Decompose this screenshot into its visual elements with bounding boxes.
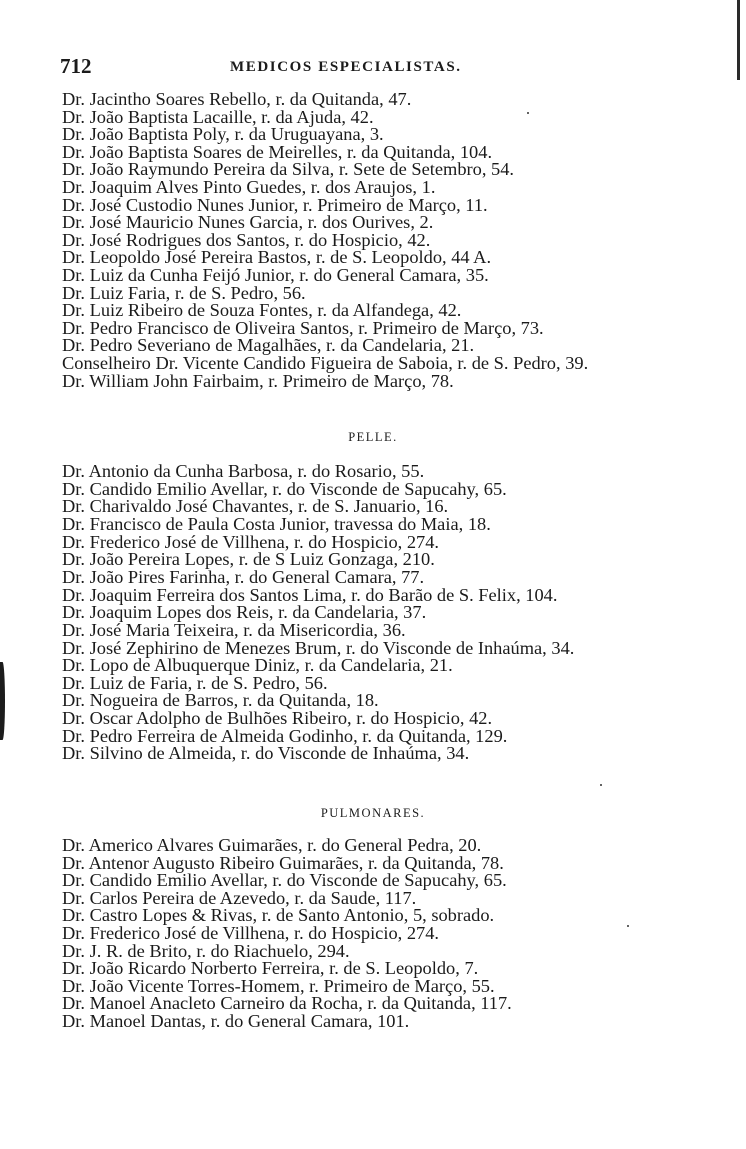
directory-entry: Dr. Pedro Francisco de Oliveira Santos, r. Primeiro de Março, 73. [62,317,544,338]
directory-entry: Dr. Nogueira de Barros, r. da Quitanda, 18. [62,690,379,711]
directory-entry: Dr. Charivaldo José Chavantes, r. de S. Januario, 16. [62,496,449,517]
directory-entry: Dr. Luiz Faria, r. de S. Pedro, 56. [62,282,306,303]
running-title: MEDICOS ESPECIALISTAS. [230,59,462,75]
directory-entry: Dr. Leopoldo José Pereira Bastos, r. de S. Leopoldo, 44 A. [62,247,492,268]
directory-entry: Dr. João Ricardo Norberto Ferreira, r. de S. Leopoldo, 7. [62,958,479,979]
directory-entry: Dr. Joaquim Ferreira dos Santos Lima, r. do Barão de S. Felix, 104. [62,584,558,605]
directory-entry: Dr. Oscar Adolpho de Bulhões Ribeiro, r. do Hospicio, 42. [62,708,493,729]
directory-entry: Dr. João Vicente Torres-Homem, r. Primeiro de Março, 55. [62,975,495,996]
ink-speck [627,925,629,927]
page-number: 712 [60,54,92,78]
directory-entry: Dr. João Pires Farinha, r. do General Camara, 77. [62,566,425,587]
directory-entry: Dr. Silvino de Almeida, r. do Visconde de Inhaúma, 34. [62,743,470,764]
directory-entry: Dr. José Rodrigues dos Santos, r. do Hospicio, 42. [62,229,431,250]
directory-entry: Dr. Pedro Ferreira de Almeida Godinho, r. da Quitanda, 129. [62,725,508,746]
ink-speck [600,784,602,786]
section-heading: PULMONARES. [320,806,426,820]
directory-entry: Dr. Luiz da Cunha Feijó Junior, r. do General Camara, 35. [62,265,489,285]
directory-entry: Dr. José Zephirino de Menezes Brum, r. do Visconde de Inhaúma, 34. [62,637,575,658]
directory-entry: Dr. Manoel Anacleto Carneiro da Rocha, r. da Quitanda, 117. [62,993,512,1014]
directory-entry: Dr. Castro Lopes & Rivas, r. de Santo Antonio, 5, sobrado. [62,905,495,926]
directory-entry: Dr. Frederico José de Villhena, r. do Hospicio, 274. [62,531,440,552]
directory-entry: Dr. Antenor Augusto Ribeiro Guimarães, r. da Quitanda, 78. [62,852,504,873]
directory-entry: Dr. João Baptista Poly, r. da Uruguayana, 3. [62,124,384,145]
directory-entry: Dr. Antonio da Cunha Barbosa, r. do Rosario, 55. [62,461,425,481]
directory-entry: Dr. William John Fairbaim, r. Primeiro de Março, 78. [62,370,454,391]
directory-entry: Dr. Jacintho Soares Rebello, r. da Quitanda, 47. [62,89,412,109]
page-header [60,54,530,84]
directory-entry: Dr. José Mauricio Nunes Garcia, r. dos Ourives, 2. [62,212,434,233]
directory-entry: Dr. Manoel Dantas, r. do General Camara, 101. [62,1011,410,1031]
directory-entry: Dr. Francisco de Paula Costa Junior, travessa do Maia, 18. [62,513,491,534]
directory-entry: Conselheiro Dr. Vicente Candido Figueira de Saboia, r. de S. Pedro, 39. [62,353,589,373]
directory-entry: Dr. Frederico José de Villhena, r. do Hospicio, 274. [62,923,440,943]
section-heading: PELLE. [348,430,398,444]
directory-entry: Dr. Carlos Pereira de Azevedo, r. da Saude, 117. [62,887,417,908]
directory-entry: Dr. João Baptista Soares de Meirelles, r. da Quitanda, 104. [62,141,493,162]
directory-entry: Dr. Luiz de Faria, r. de S. Pedro, 56. [62,672,328,693]
directory-entry: Dr. Joaquim Lopes dos Reis, r. da Candelaria, 37. [62,602,427,623]
directory-entry: Dr. João Baptista Lacaille, r. da Ajuda, 42. [62,106,374,127]
directory-entry: Dr. Americo Alvares Guimarães, r. do General Pedra, 20. [62,835,482,855]
ink-speck [527,112,529,114]
directory-entry: Dr. Lopo de Albuquerque Diniz, r. da Candelaria, 21. [62,655,453,676]
directory-entry: Dr. Candido Emilio Avellar, r. do Visconde de Sapucahy, 65. [62,870,507,891]
page-edge-line [737,0,740,80]
directory-entry: Dr. João Raymundo Pereira da Silva, r. Sete de Setembro, 54. [62,159,515,180]
directory-entry: Dr. J. R. de Brito, r. do Riachuelo, 294. [62,940,350,961]
directory-entry: Dr. José Maria Teixeira, r. da Misericordia, 36. [62,619,406,640]
directory-entry: Dr. Joaquim Alves Pinto Guedes, r. dos Araujos, 1. [62,177,436,197]
directory-entry: Dr. Luiz Ribeiro de Souza Fontes, r. da Alfandega, 42. [62,300,462,321]
directory-entry: Dr. João Pereira Lopes, r. de S Luiz Gonzaga, 210. [62,549,435,570]
directory-entry: Dr. Candido Emilio Avellar, r. do Visconde de Sapucahy, 65. [62,478,507,499]
binding-mark [0,662,5,740]
directory-entry: Dr. Pedro Severiano de Magalhães, r. da Candelaria, 21. [62,335,475,356]
directory-entry: Dr. José Custodio Nunes Junior, r. Primeiro de Março, 11. [62,194,488,215]
